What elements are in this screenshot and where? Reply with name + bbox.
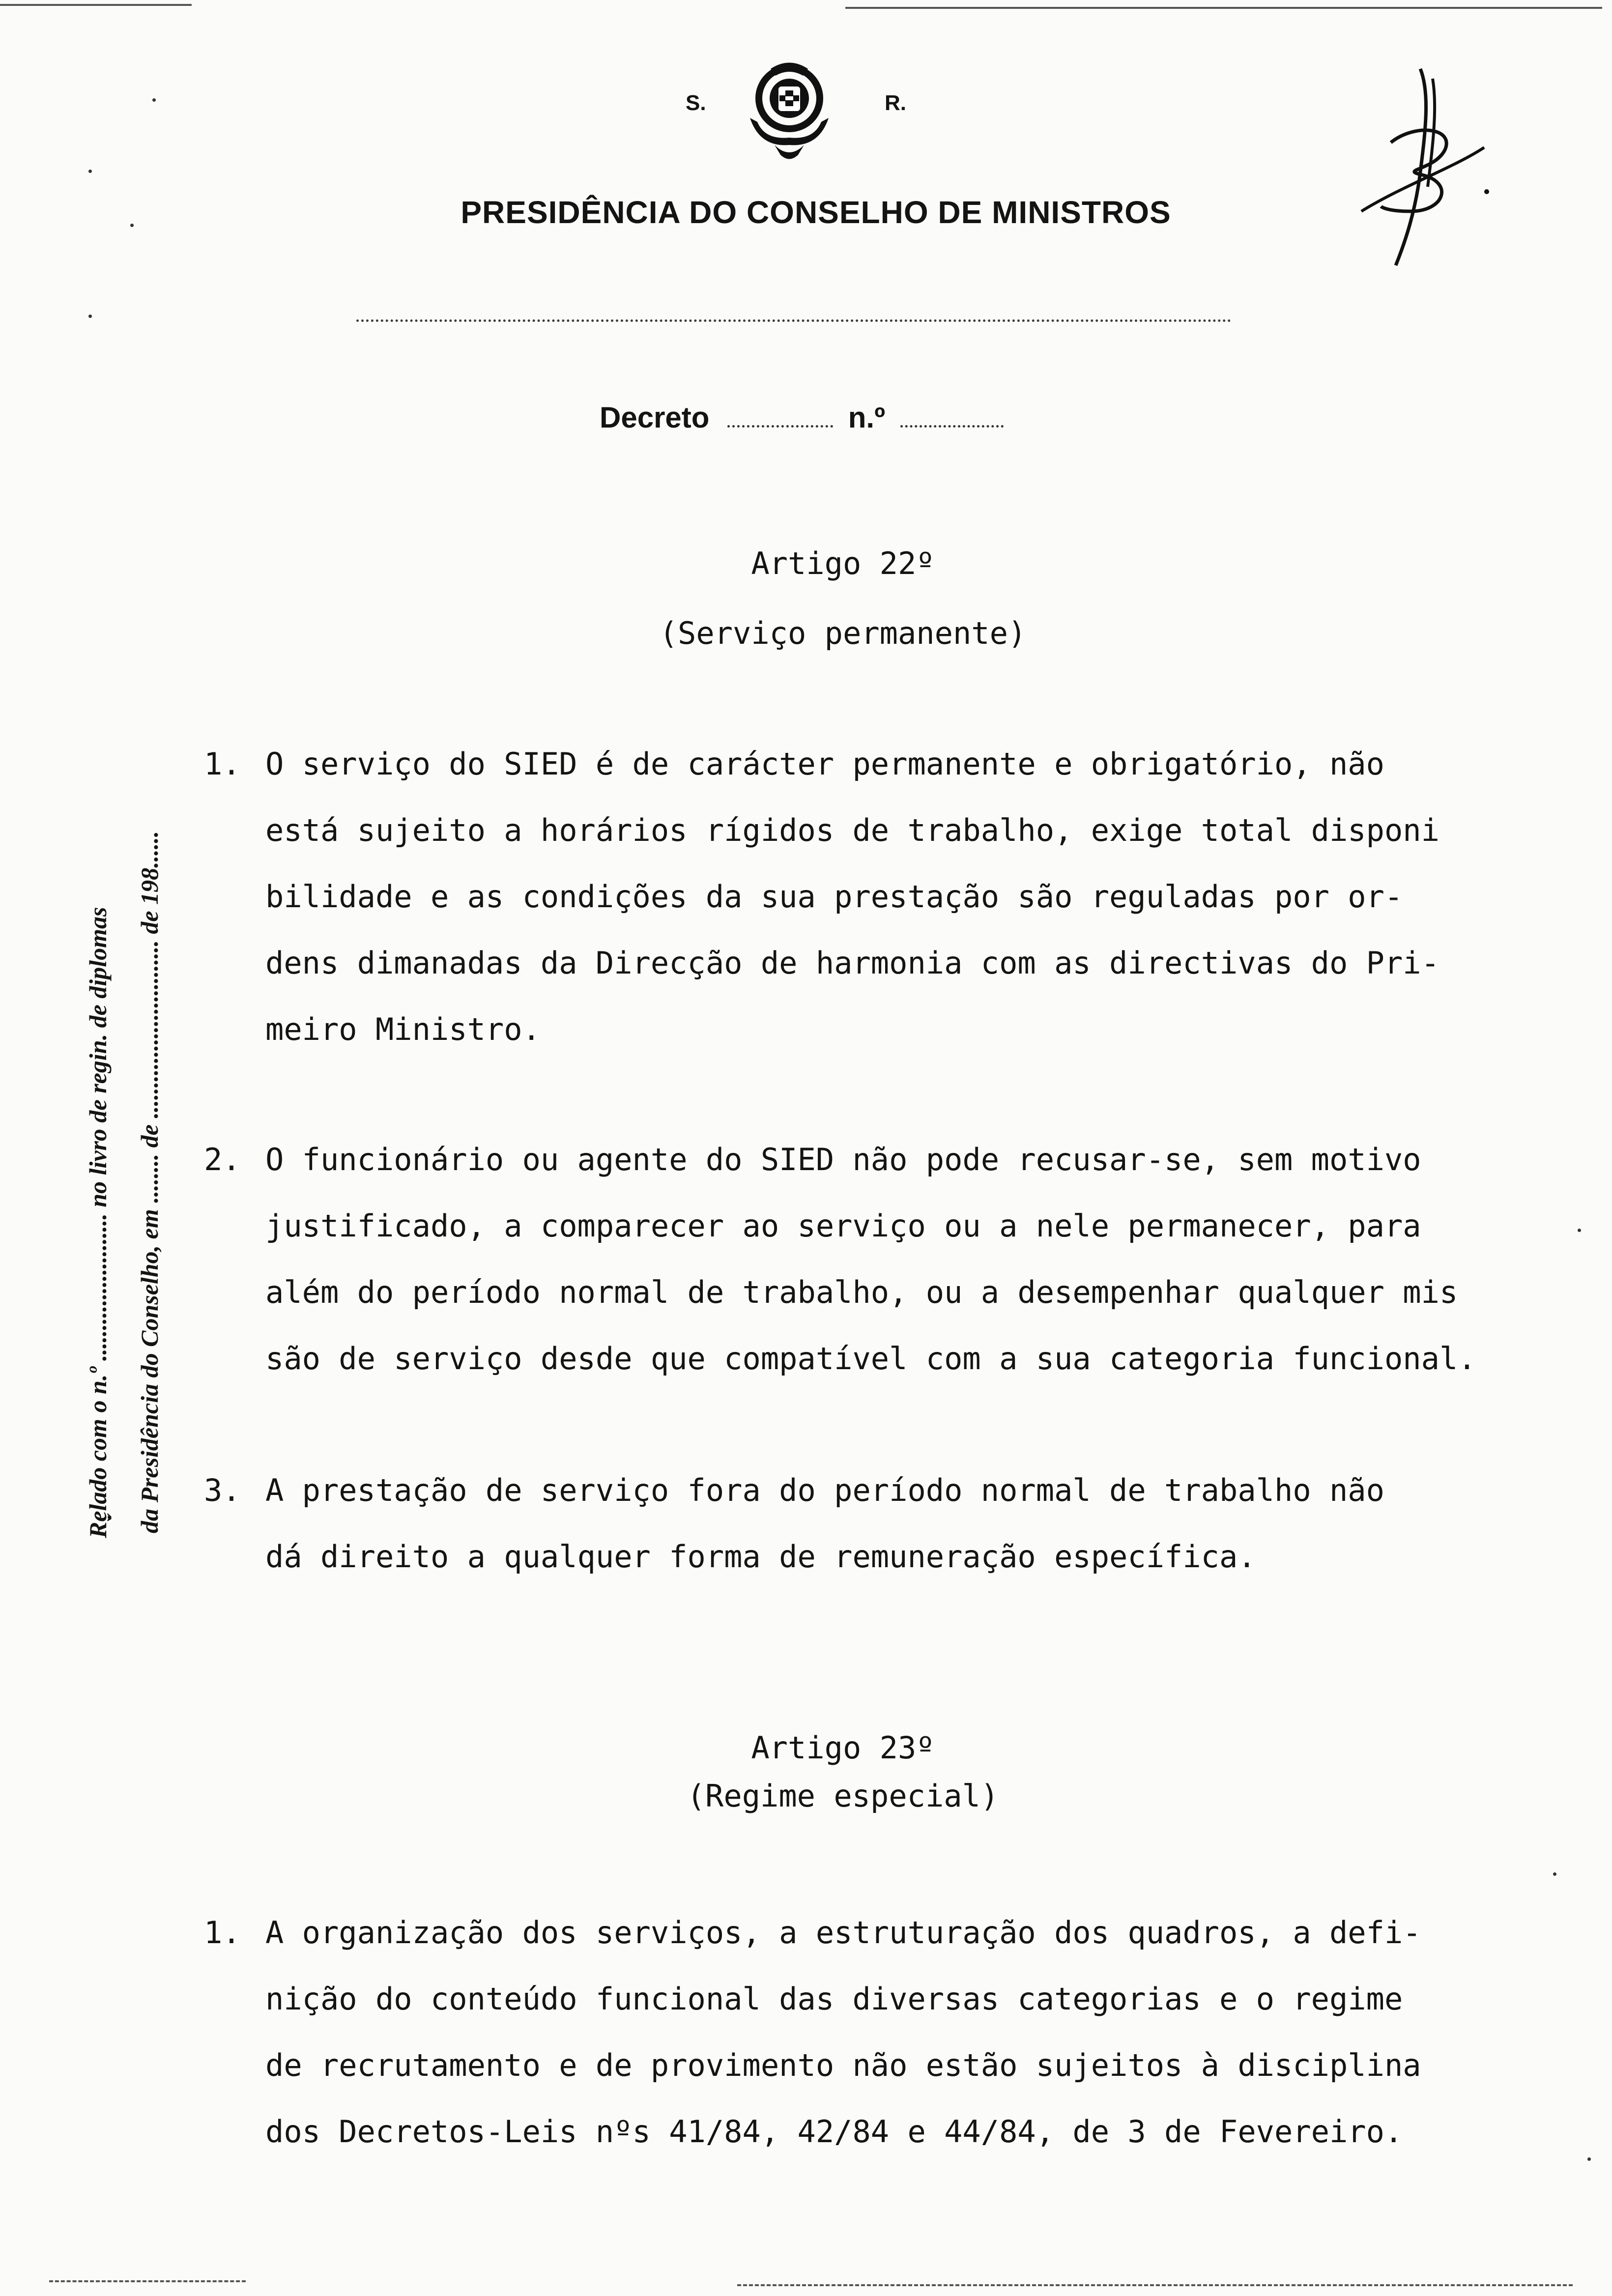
scan-speck <box>1587 2157 1591 2161</box>
coat-of-arms-icon <box>740 59 838 165</box>
handwritten-signature <box>1347 64 1494 270</box>
article-23-title: Artigo 23º <box>751 1730 935 1766</box>
clause-text: A organização dos serviços, a estruturação dos quadros, a defi- nição do conteúdo funcional das diversas categorias e o regime de recrutamento e de provimento não estão sujeitos à disciplina dos Decretos-Leis nºs 41/84, 42/84 e 44/84, de 3 de Fevereiro. <box>265 1915 1421 2150</box>
article-22-title: Artigo 22º <box>751 545 935 581</box>
scan-speck <box>152 98 156 102</box>
margin-registration-note: Re̬̣lado com o n.º ........................ no livro de regin. de diplomas <box>84 907 112 1538</box>
scan-speck <box>130 224 134 227</box>
decree-line <box>600 401 1004 434</box>
decree-number-blank <box>900 425 1004 428</box>
scan-speck <box>88 170 92 173</box>
clause-text: O funcionário ou agente do SIED não pode recusar-se, sem motivo justificado, a comparecer ao serviço ou a nele permanecer, para além do período normal de trabalho, ou a desempenhar qualquer mis são de serviço desde que compatível com a sua categoria funcional. <box>265 1142 1476 1377</box>
scan-speck <box>1578 1229 1581 1232</box>
article-22-clause-1 <box>204 731 1531 1062</box>
scan-edge-top <box>0 4 192 6</box>
decree-type-blank <box>727 425 833 428</box>
clause-number: 1. <box>204 1915 241 1951</box>
scan-edge-bottom <box>49 2280 246 2282</box>
decree-label: Decreto <box>600 401 710 434</box>
ministry-title: PRESIDÊNCIA DO CONSELHO DE MINISTROS <box>461 195 1171 230</box>
clause-text: O serviço do SIED é de carácter permanente e obrigatório, não está sujeito a horários rígidos de trabalho, exige total disponi bilidade e as condições da sua prestação são reguladas por or- dens dimanadas da Direcção de harmonia com as directivas do Pri- meiro Ministro. <box>265 746 1439 1047</box>
clause-text: A prestação de serviço fora do período normal de trabalho não dá direito a qualquer forma de remuneração específica. <box>265 1472 1384 1575</box>
article-22-clause-2 <box>204 1126 1531 1392</box>
scan-speck <box>88 315 92 318</box>
article-22-subtitle: (Serviço permanente) <box>659 615 1027 651</box>
clause-number: 1. <box>204 746 241 782</box>
article-23-subtitle: (Regime especial) <box>687 1778 999 1814</box>
margin-date-note: da Presidência do Conselho, em ........ de ............................. de 198...... <box>136 831 163 1533</box>
header-divider <box>356 319 1231 322</box>
header-letter-s: S. <box>686 91 706 115</box>
decree-number-label: n.º <box>848 401 885 434</box>
scan-speck <box>1553 1872 1556 1876</box>
header-letter-r: R. <box>885 91 906 115</box>
scan-edge-top-right <box>845 7 1602 9</box>
clause-number: 3. <box>204 1472 241 1508</box>
article-23-clause-1 <box>204 1899 1531 2165</box>
article-22-clause-3 <box>204 1457 1531 1590</box>
scan-edge-bottom-right <box>737 2284 1573 2286</box>
clause-number: 2. <box>204 1142 241 1177</box>
